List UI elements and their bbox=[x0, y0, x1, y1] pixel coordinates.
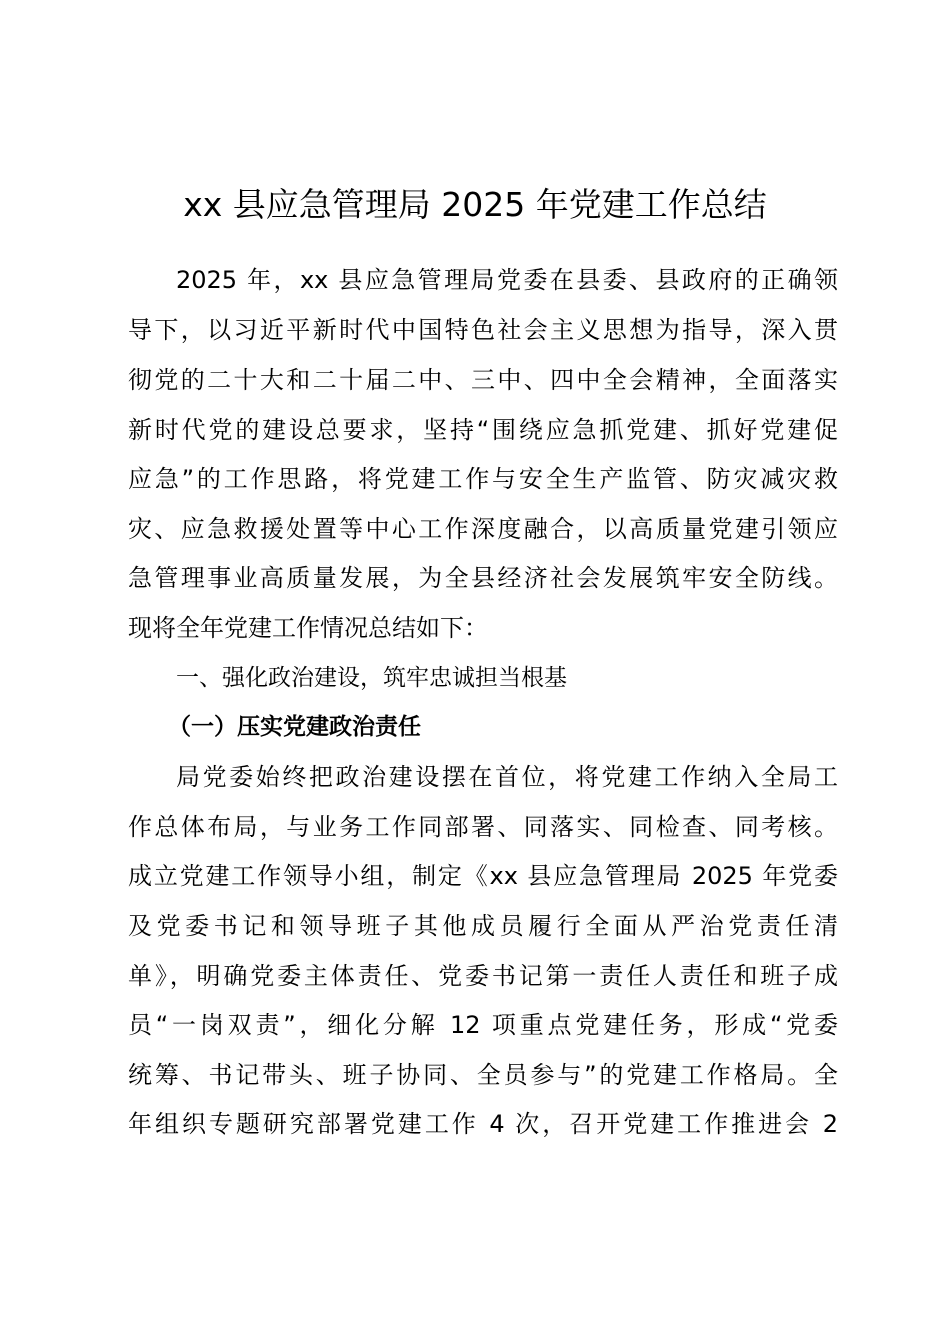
intro-line: 2025 年，xx 县应急管理局党委在县委、县政府的正确领 bbox=[176, 266, 838, 294]
body-line: 统筹、书记带头、班子协同、全员参与”的党建工作格局。全 bbox=[128, 1061, 838, 1089]
intro-line: 应急”的工作思路，将党建工作与安全生产监管、防灾减灾救 bbox=[128, 465, 838, 493]
subsection-heading: （一）压实党建政治责任 bbox=[168, 714, 421, 740]
body-line: 及党委书记和领导班子其他成员履行全面从严治党责任清 bbox=[128, 912, 838, 940]
body-line: 局党委始终把政治建设摆在首位，将党建工作纳入全局工 bbox=[176, 763, 838, 791]
intro-line: 急管理事业高质量发展，为全县经济社会发展筑牢安全防线。 bbox=[128, 564, 838, 592]
intro-line: 彻党的二十大和二十届二中、三中、四中全会精神，全面落实 bbox=[128, 366, 838, 394]
intro-line: 灾、应急救援处置等中心工作深度融合，以高质量党建引领应 bbox=[128, 515, 838, 543]
body-line: 成立党建工作领导小组，制定《xx 县应急管理局 2025 年党委 bbox=[128, 862, 838, 890]
body-line: 作总体布局，与业务工作同部署、同落实、同检查、同考核。 bbox=[128, 813, 838, 841]
document-title: xx 县应急管理局 2025 年党建工作总结 bbox=[183, 185, 767, 224]
intro-line: 新时代党的建设总要求，坚持“围绕应急抓党建、抓好党建促 bbox=[128, 416, 838, 444]
body-line: 员“一岗双责”，细化分解 12 项重点党建任务，形成“党委 bbox=[128, 1011, 838, 1039]
section-heading: 一、强化政治建设，筑牢忠诚担当根基 bbox=[176, 665, 567, 691]
body-line: 单》，明确党委主体责任、党委书记第一责任人责任和班子成 bbox=[128, 962, 838, 990]
body-line: 年组织专题研究部署党建工作 4 次，召开党建工作推进会 2 bbox=[128, 1110, 838, 1138]
intro-line: 现将全年党建工作情况总结如下： bbox=[128, 614, 488, 642]
intro-line: 导下，以习近平新时代中国特色社会主义思想为指导，深入贯 bbox=[128, 316, 838, 344]
